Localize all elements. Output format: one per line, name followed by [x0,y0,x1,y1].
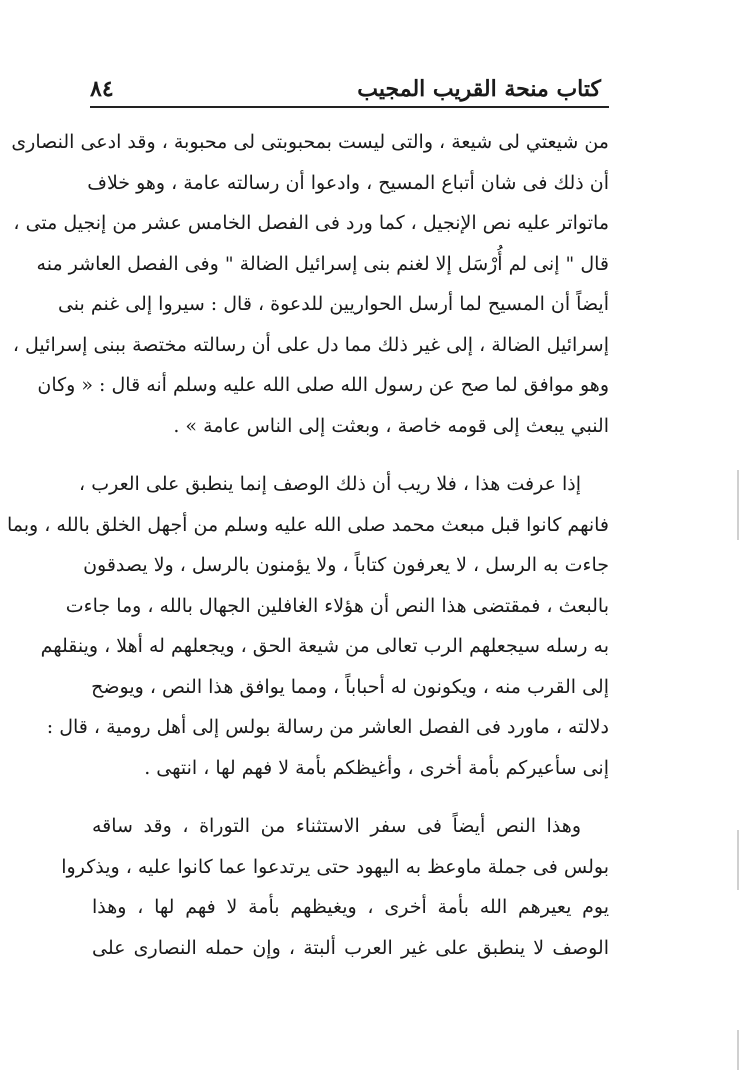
text-line: وهو موافق لما صح عن رسول الله صلى الله عليه وسلم أنه قال : « وكان [37,374,609,396]
text-line: إنى سأعيركم بأمة أخرى ، وأغيظكم بأمة لا فهم لها ، انتهى . [144,756,609,779]
paragraph-gap [92,788,609,806]
text-line: به رسله سيجعلهم الرب تعالى من شيعة الحق ، ويجعلهم له أهلا ، وينقلهم [40,635,609,657]
text-line: وهذا النص أيضاً فى سفر الاستثناء من التوراة ، وقد ساقه [92,815,581,837]
text-line: أن ذلك فى شان أتباع المسيح ، وادعوا أن رسالته عامة ، وهو خلاف [87,171,609,194]
scan-edge-mark [737,470,739,540]
scan-edge-mark [737,830,739,890]
paragraph-1 [11,122,609,446]
page-body [6,122,609,968]
text-line: جاءت به الرسل ، لا يعرفون كتاباً ، ولا يؤمنون بالرسل ، ولا يصدقون [83,554,609,576]
text-line: يوم يعيرهم الله بأمة أخرى ، ويغيظهم بأمة لا فهم لها ، وهذا [92,896,609,918]
text-line: بولس فى جملة ماوعظ به اليهود حتى يرتدعوا عما كانوا عليه ، ويذكروا [61,855,609,878]
text-line: ماتواتر عليه نص الإنجيل ، كما ورد فى الفصل الخامس عشر من إنجيل متى ، [13,212,609,234]
text-line: فانهم كانوا قبل مبعث محمد صلى الله عليه وسلم من أجهل الخلق بالله ، وبما [6,513,609,536]
text-line: بالبعث ، فمقتضى هذا النص أن هؤلاء الغافلين الجهال بالله ، وما جاءت [65,594,609,617]
text-line: النبي يبعث إلى قومه خاصة ، وبعثت إلى الناس عامة » . [173,414,609,437]
text-line: دلالته ، ماورد فى الفصل العاشر من رسالة بولس إلى أهل رومية ، قال : [46,716,609,738]
text-line: إلى القرب منه ، ويكونون له أحباباً ، ومما يوافق هذا النص ، ويوضح [91,675,609,698]
header-rule [90,106,609,108]
scan-edge-mark [737,1030,739,1070]
running-header [90,58,601,102]
paragraph-2 [6,464,609,788]
text-line: من شيعتي لى شيعة ، والتى ليست بمحبوبتى لى محبوبة ، وقد ادعى النصارى [11,131,609,153]
text-line: أيضاً أن المسيح لما أرسل الحواريين للدعوة ، قال : سيروا إلى غنم بنى [57,293,609,315]
running-title: كتاب منحة القريب المجيب [357,76,601,102]
paragraph-gap [92,446,609,464]
text-line: قال " إنى لم أُرْسَل إلا لغنم بنى إسرائيل الضالة " وفى الفصل العاشر منه [36,252,609,275]
text-line: إسرائيل الضالة ، إلى غير ذلك مما دل على أن رسالته مختصة ببنى إسرائيل ، [12,333,609,356]
text-line: الوصف لا ينطبق على غير العرب ألبتة ، وإن حمله النصارى على [92,936,609,959]
text-line: إذا عرفت هذا ، فلا ريب أن ذلك الوصف إنما ينطبق على العرب ، [79,473,581,495]
page-number: ٨٤ [90,76,114,102]
paragraph-3 [61,806,609,968]
